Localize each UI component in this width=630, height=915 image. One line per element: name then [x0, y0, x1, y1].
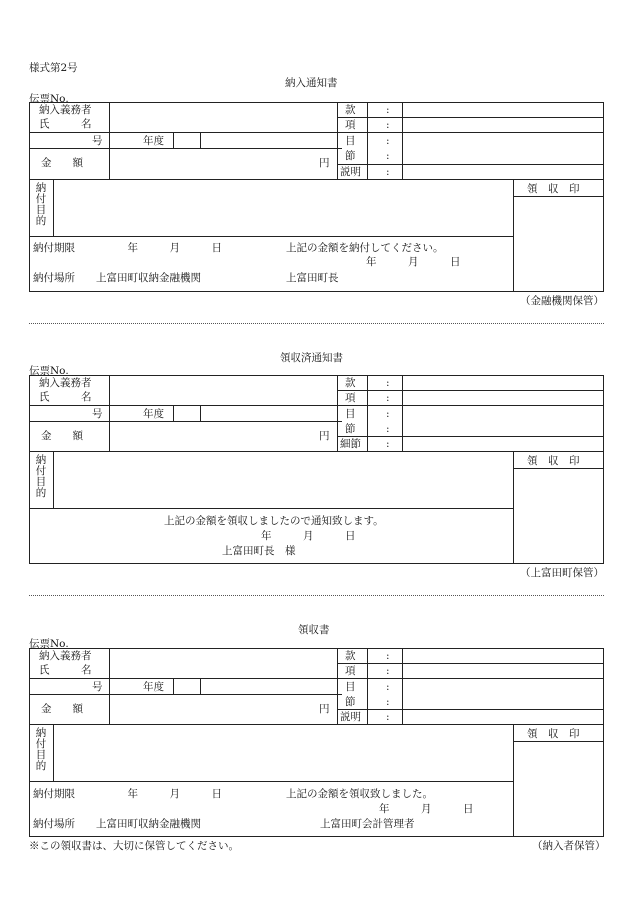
form2-amount-label: 金 額	[41, 430, 83, 442]
form1-name-label: 氏 名	[39, 118, 92, 130]
form3-issuer: 上富田町会計管理者	[320, 818, 415, 830]
colon: :	[386, 408, 390, 420]
form3-purpose-label: 納 付 目 的	[35, 727, 47, 772]
form1-deadline: 納付期限 年 月 日	[33, 242, 222, 254]
form3-budget-kou: 項	[345, 665, 356, 677]
form1-title: 納入通知書	[285, 77, 338, 89]
form1-denpyo-label: 伝票No.	[29, 93, 69, 105]
cut-line-2	[29, 595, 604, 596]
colon: :	[386, 104, 390, 116]
form3-budget-kan: 款	[345, 650, 356, 662]
form2-budget-kan: 款	[345, 377, 356, 389]
form2-mayor: 上富田町長 様	[222, 545, 296, 557]
form2-title: 領収済通知書	[280, 352, 343, 364]
form3-denpyo-label: 伝票No.	[29, 638, 69, 650]
colon: :	[386, 423, 390, 435]
colon: :	[386, 377, 390, 389]
form3-place: 納付場所 上富田町収納金融機関	[33, 818, 201, 830]
form1-budget-kou: 項	[345, 119, 356, 131]
form2-yen: 円	[319, 430, 330, 442]
form3-go: 号	[92, 681, 103, 693]
colon: :	[386, 438, 390, 450]
form2-denpyo-label: 伝票No.	[29, 365, 69, 377]
form2-purpose-label: 納 付 目 的	[35, 454, 47, 499]
form2-payer-label: 納入義務者	[39, 377, 92, 389]
form3-title: 領収書	[298, 624, 330, 636]
form3-deadline: 納付期限 年 月 日	[33, 788, 222, 800]
form3-table	[29, 648, 604, 837]
form2-budget-kou: 項	[345, 392, 356, 404]
form1-yen: 円	[319, 157, 330, 169]
form-number: 様式第2号	[29, 62, 78, 74]
colon: :	[386, 392, 390, 404]
form3-yen: 円	[319, 703, 330, 715]
form1-date: 年 月 日	[366, 256, 461, 268]
form1-budget-setsu: 節	[345, 150, 356, 162]
form3-budget-setsumei: 説明	[340, 711, 361, 723]
form1-place: 納付場所 上富田町収納金融機関	[33, 272, 201, 284]
form1-footer: （金融機関保管）	[520, 295, 604, 307]
form2-name-label: 氏 名	[39, 391, 92, 403]
form1-amount-label: 金 額	[41, 157, 83, 169]
form1-nendo: 年度	[143, 135, 164, 147]
form3-amount-label: 金 額	[41, 703, 83, 715]
form1-seal-label: 領 収 印	[527, 183, 580, 195]
form3-budget-moku: 目	[345, 681, 356, 693]
form2-date: 年 月 日	[261, 530, 356, 542]
colon: :	[386, 150, 390, 162]
form1-purpose-label: 納 付 目 的	[35, 182, 47, 227]
form2-nendo: 年度	[143, 408, 164, 420]
form2-go: 号	[92, 408, 103, 420]
colon: :	[386, 665, 390, 677]
colon: :	[386, 711, 390, 723]
colon: :	[386, 696, 390, 708]
form1-budget-kan: 款	[345, 104, 356, 116]
form1-issuer: 上富田町長	[286, 272, 339, 284]
form2-footer: （上富田町保管）	[520, 567, 604, 579]
form3-name-label: 氏 名	[39, 664, 92, 676]
form3-date: 年 月 日	[379, 803, 474, 815]
colon: :	[386, 681, 390, 693]
form2-budget-setsu: 節	[345, 423, 356, 435]
colon: :	[386, 166, 390, 178]
form1-budget-moku: 目	[345, 135, 356, 147]
form1-budget-setsumei: 説明	[340, 166, 361, 178]
form2-budget-moku: 目	[345, 408, 356, 420]
form1-payer-label: 納入義務者	[39, 104, 92, 116]
form2-table	[29, 375, 604, 564]
form2-budget-saisetsu: 細節	[340, 438, 361, 450]
form1-table	[29, 102, 604, 292]
form3-seal-label: 領 収 印	[527, 728, 580, 740]
cut-line-1	[29, 323, 604, 324]
form3-budget-setsu: 節	[345, 696, 356, 708]
form2-seal-label: 領 収 印	[527, 455, 580, 467]
form3-footer: （納入者保管）	[532, 840, 606, 852]
form3-receipt-statement: 上記の金額を領収致しました。	[286, 788, 433, 800]
form3-footer-note: ※この領収書は、大切に保管してください。	[29, 840, 239, 852]
form3-nendo: 年度	[143, 681, 164, 693]
colon: :	[386, 135, 390, 147]
colon: :	[386, 119, 390, 131]
form1-instruction: 上記の金額を納付してください。	[286, 242, 444, 254]
colon: :	[386, 650, 390, 662]
form2-notice: 上記の金額を領収しましたので通知致します。	[164, 515, 384, 527]
form3-payer-label: 納入義務者	[39, 650, 92, 662]
form1-go: 号	[92, 135, 103, 147]
